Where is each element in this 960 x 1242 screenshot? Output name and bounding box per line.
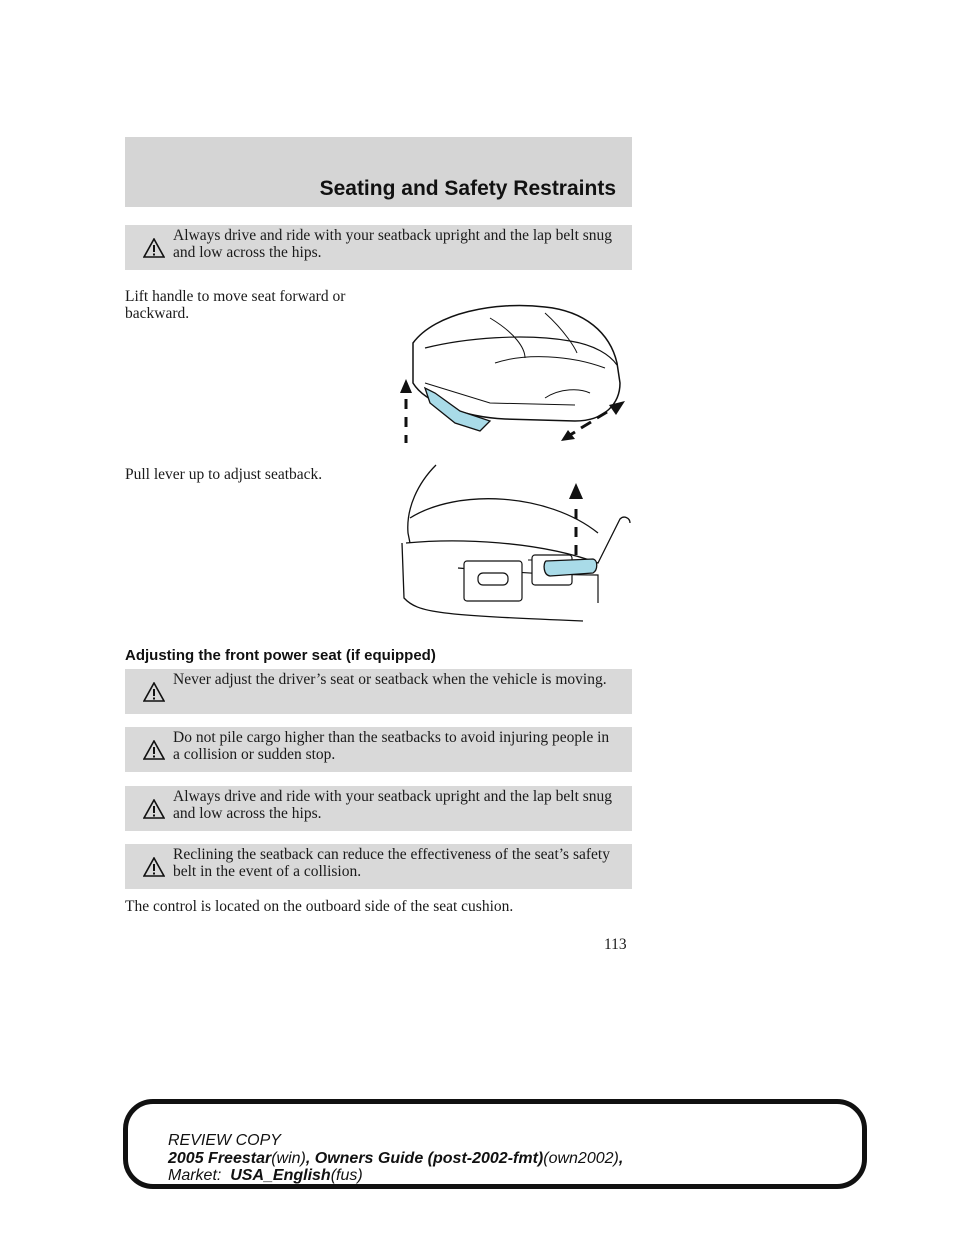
warning-box	[125, 786, 632, 831]
warning-box	[125, 844, 632, 889]
guide-code: (own2002)	[543, 1150, 619, 1167]
warning-text: Reclining the seatback can reduce the effectiveness of the seat’s safety belt in the event of a collision.	[173, 846, 610, 880]
warning-triangle-icon	[143, 238, 165, 258]
warning-text: Always drive and ride with your seatback upright and the lap belt snug and low across the hips.	[173, 227, 613, 261]
market-name: USA_English	[230, 1167, 331, 1184]
warning-box	[125, 669, 632, 714]
warning-text: Do not pile cargo higher than the seatbacks to avoid injuring people in a collision or sudden stop.	[173, 729, 610, 763]
warning-text: Always drive and ride with your seatback upright and the lap belt snug and low across the hips.	[173, 788, 613, 822]
separator: ,	[618, 1150, 624, 1167]
section-title: Seating and Safety Restraints	[319, 177, 616, 200]
lift-handle-text: Lift handle to move seat forward or backward.	[125, 288, 346, 322]
review-model-line	[168, 1150, 623, 1168]
section-header-band	[125, 137, 632, 207]
review-market-line	[168, 1167, 363, 1185]
review-copy-box	[123, 1099, 867, 1189]
warning-triangle-icon	[143, 682, 165, 702]
guide-name: Owners Guide (post-2002-fmt)	[314, 1150, 544, 1167]
market-code: (fus)	[330, 1167, 363, 1184]
seatback-lever-illustration	[398, 463, 638, 628]
model-name: 2005 Freestar	[168, 1150, 272, 1167]
separator: ,	[305, 1150, 315, 1167]
warning-triangle-icon	[143, 740, 165, 760]
warning-triangle-icon	[143, 857, 165, 877]
model-code: (win)	[271, 1150, 306, 1167]
page-number: 113	[604, 936, 627, 953]
control-location-text: The control is located on the outboard side of the seat cushion.	[125, 898, 514, 915]
warning-box	[125, 727, 632, 772]
warning-triangle-icon	[143, 799, 165, 819]
market-label: Market:	[168, 1167, 222, 1184]
review-copy-label	[168, 1132, 281, 1150]
warning-text: Never adjust the driver’s seat or seatback when the vehicle is moving.	[173, 671, 607, 688]
seat-track-illustration	[395, 293, 635, 453]
power-seat-heading: Adjusting the front power seat (if equipped)	[125, 647, 436, 664]
pull-lever-text: Pull lever up to adjust seatback.	[125, 466, 323, 483]
warning-box	[125, 225, 632, 270]
review-copy-text: REVIEW COPY	[168, 1132, 281, 1149]
